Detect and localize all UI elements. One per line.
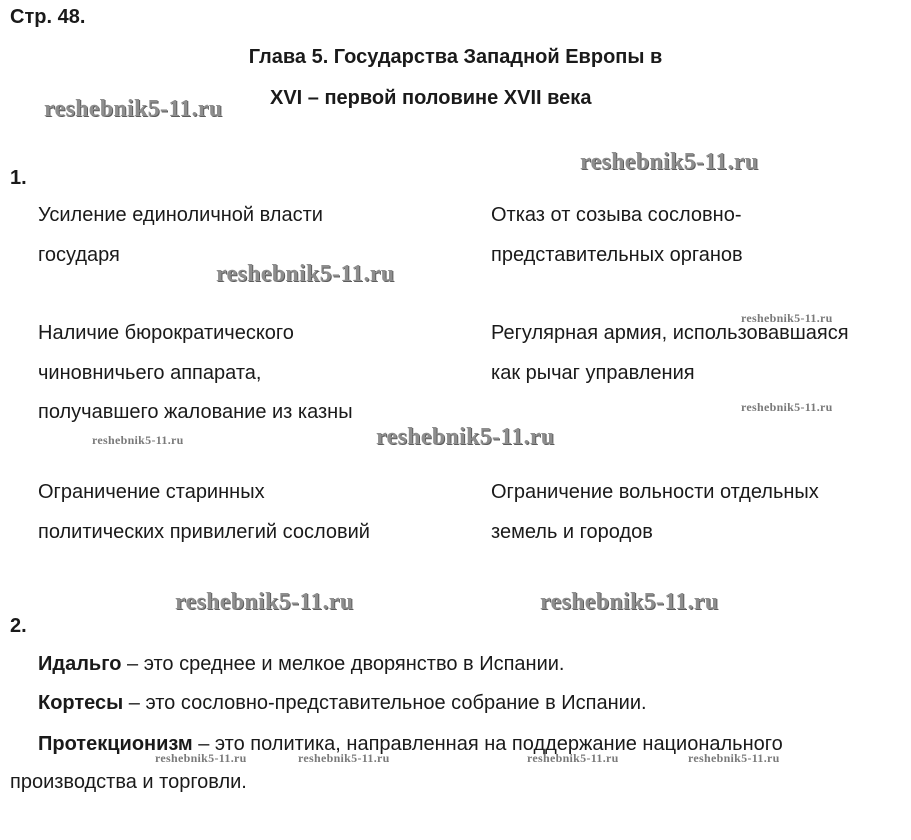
task-1-cell-2 bbox=[491, 196, 743, 275]
watermark: reshebnik5-11.ru bbox=[527, 751, 619, 765]
cell-line: получавшего жалование из казны bbox=[38, 401, 353, 423]
definition-term: Протекционизм bbox=[38, 733, 193, 755]
watermark: reshebnik5-11.ru bbox=[540, 589, 719, 615]
chapter-title-line-2: XVI – первой половине XVII века bbox=[270, 87, 592, 109]
cell-line: Наличие бюрократического bbox=[38, 322, 294, 344]
definition-text: – это политика, направленная на поддержание национального bbox=[192, 733, 783, 755]
chapter-title-line-1: Глава 5. Государства Западной Европы в bbox=[248, 46, 663, 68]
page-number: Стр. 48. bbox=[10, 6, 86, 28]
cell-line: Отказ от созыва сословно- bbox=[491, 204, 742, 226]
cell-line: Регулярная армия, использовавшаяся bbox=[491, 322, 849, 344]
watermark: reshebnik5-11.ru bbox=[580, 149, 759, 175]
task-1-cell-6 bbox=[491, 473, 819, 552]
watermark: reshebnik5-11.ru bbox=[741, 400, 833, 414]
cell-line: Усиление единоличной власти bbox=[38, 204, 323, 226]
definition-protectionism bbox=[38, 725, 783, 763]
definition-protectionism-continuation: производства и торговли. bbox=[10, 771, 247, 793]
cell-line: представительных органов bbox=[491, 243, 743, 266]
watermark: reshebnik5-11.ru bbox=[298, 751, 390, 765]
cell-line: земель и городов bbox=[491, 520, 653, 543]
cell-line: Ограничение старинных bbox=[38, 481, 265, 503]
watermark: reshebnik5-11.ru bbox=[175, 589, 354, 615]
watermark: reshebnik5-11.ru bbox=[155, 751, 247, 765]
task-2-number: 2. bbox=[10, 615, 27, 637]
watermark: reshebnik5-11.ru bbox=[688, 751, 780, 765]
cell-line: государя bbox=[38, 243, 120, 266]
definition-text: – это среднее и мелкое дворянство в Испании. bbox=[121, 653, 565, 675]
cell-line: Ограничение вольности отдельных bbox=[491, 481, 819, 503]
task-1-number: 1. bbox=[10, 167, 27, 189]
cell-line: как рычаг управления bbox=[491, 361, 695, 384]
watermark: reshebnik5-11.ru bbox=[376, 424, 555, 450]
watermark: reshebnik5-11.ru bbox=[216, 261, 395, 287]
watermark: reshebnik5-11.ru bbox=[44, 96, 223, 122]
task-1-cell-3 bbox=[38, 314, 353, 433]
watermark: reshebnik5-11.ru bbox=[741, 311, 833, 325]
watermark: reshebnik5-11.ru bbox=[92, 433, 184, 447]
cell-line: политических привилегий сословий bbox=[38, 520, 370, 543]
definition-cortes bbox=[38, 684, 647, 722]
definition-term: Кортесы bbox=[38, 692, 124, 714]
task-1-cell-5 bbox=[38, 473, 370, 552]
cell-line: чиновничьего аппарата, bbox=[38, 361, 262, 384]
definition-term: Идальго bbox=[38, 653, 122, 675]
definition-hidalgo bbox=[38, 645, 564, 683]
definition-text: – это сословно-представительное собрание в Испании. bbox=[123, 692, 647, 714]
